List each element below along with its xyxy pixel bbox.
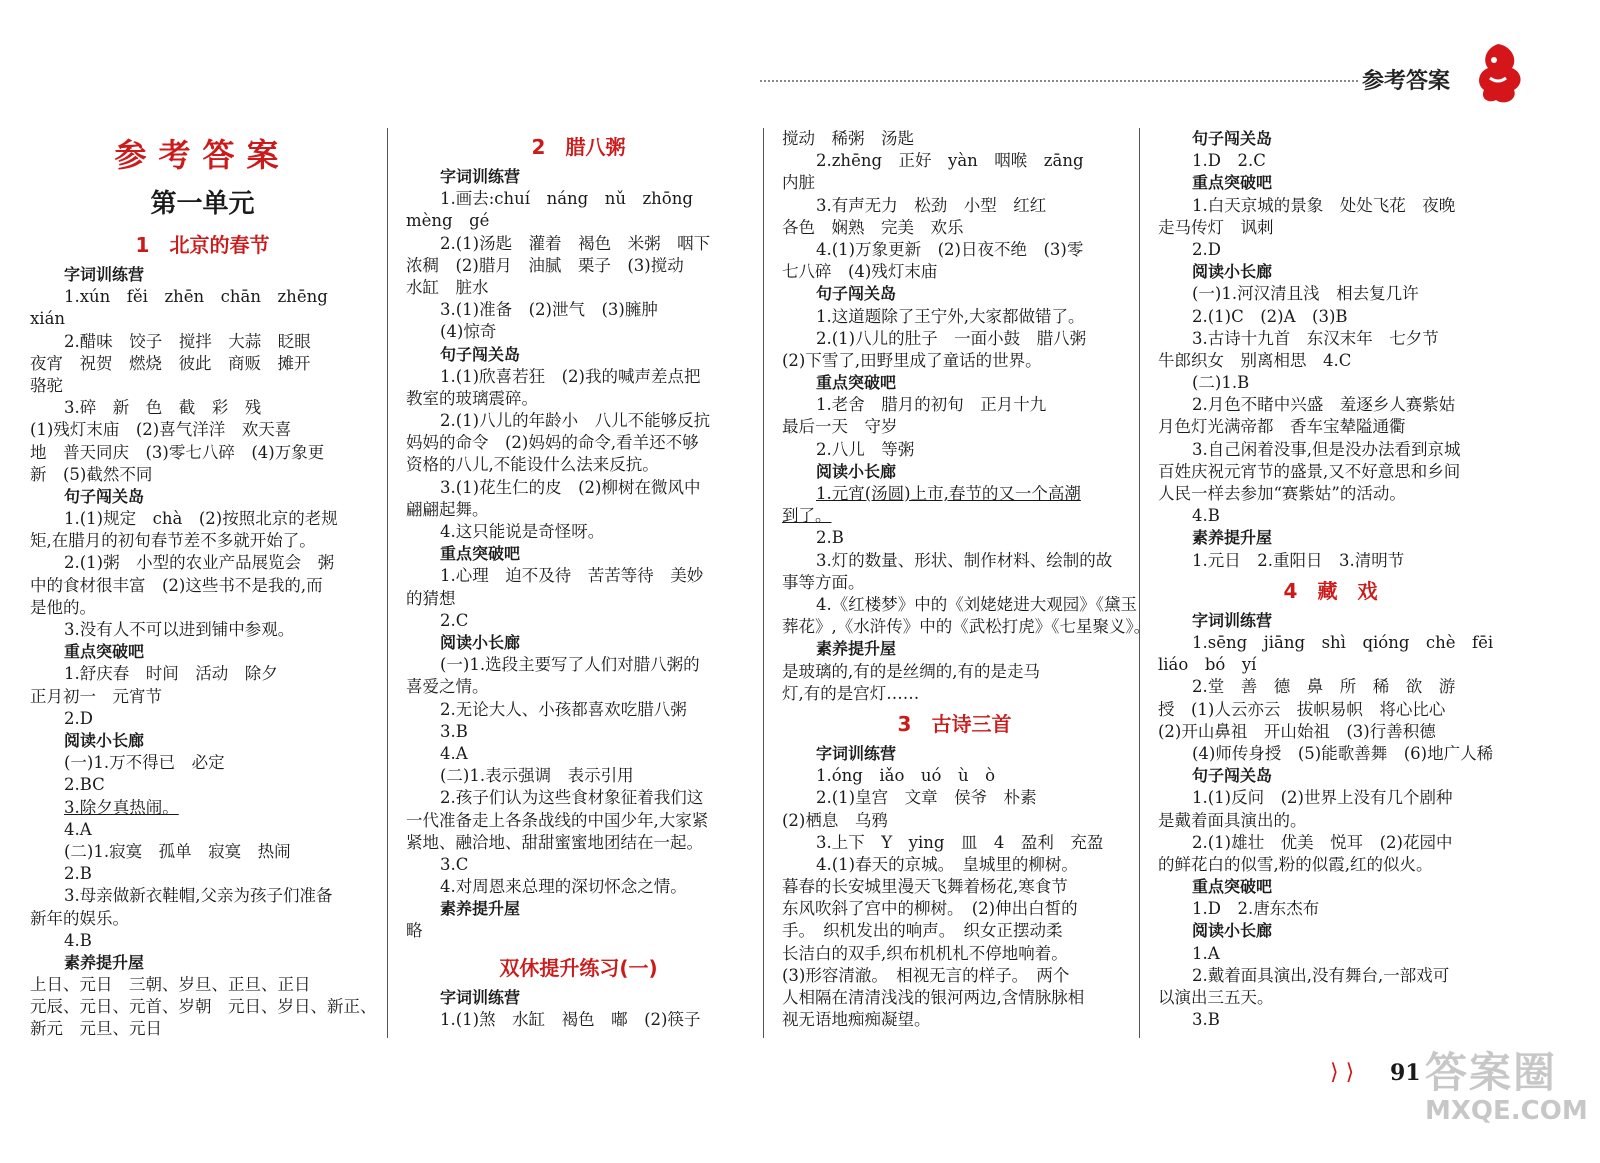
answer-line: 1.D 2.C [1192, 151, 1266, 171]
answer-line: 暮春的长安城里漫天飞舞着杨花,寒食节 [782, 877, 1068, 897]
header-title: 参考答案 [1362, 69, 1451, 94]
answer-line: 2.B [816, 528, 844, 548]
answer-line: 浓稠 (2)腊月 油腻 栗子 (3)搅动 [406, 255, 684, 275]
answer-line: 东风吹斜了宫中的柳树。 (2)伸出白皙的 [782, 899, 1078, 919]
answer-line: 3.C [440, 854, 469, 874]
answer-line: 地 普天同庆 (3)零七八碎 (4)万象更 [30, 442, 325, 462]
answer-line: 3.B [440, 721, 468, 741]
answer-line: (一)1.选段主要写了人们对腊八粥的 [440, 655, 700, 675]
answer-line: 翩翩起舞。 [406, 499, 489, 519]
answer-line: 2.戴着面具演出,没有舞台,一部戏可 [1192, 965, 1450, 985]
answer-line: 人民一样去参加“赛紫姑”的活动。 [1158, 484, 1406, 504]
answer-line: 4.对周恩来总理的深切怀念之情。 [440, 877, 687, 897]
answer-line: 3.碎 新 色 截 彩 残 [64, 398, 262, 418]
answer-line: 内脏 [782, 173, 815, 193]
section-heading: 字词训练营 [1192, 610, 1273, 630]
page-title: 参考答案 [114, 136, 291, 174]
answer-line: 3.(1)花生仁的皮 (2)柳树在微风中 [440, 477, 701, 497]
answer-line: 是玻璃的,有的是丝绸的,有的是走马 [782, 661, 1040, 681]
answer-line: 百姓庆祝元宵节的盛景,又不好意思和乡间 [1158, 461, 1461, 481]
section-heading: 素养提升屋 [816, 639, 897, 659]
answer-line: 1.A [1192, 943, 1220, 963]
answer-line: 2.孩子们认为这些食材象征着我们这 [440, 788, 704, 808]
answer-line: 新年的娱乐。 [30, 908, 129, 928]
answer-line: 灯,有的是宫灯…… [782, 683, 920, 703]
answer-line: 以演出三五天。 [1158, 988, 1274, 1008]
answer-line: 1.(1)欣喜若狂 (2)我的喊声差点把 [440, 366, 701, 386]
answer-line: (2)下雪了,田野里成了童话的世界。 [782, 350, 1042, 370]
section-heading: 句子闯关岛 [440, 344, 521, 364]
answer-line: 2.D [1192, 239, 1221, 259]
answer-line: 2.D [64, 708, 93, 728]
practice-title: 双休提升练习(一) [499, 955, 658, 980]
answer-line: 授 (1)人云亦云 拔帜易帜 将心比心 [1158, 699, 1446, 719]
answer-line: 是他的。 [30, 597, 96, 617]
answer-line: 2.(1)八儿的年龄小 八儿不能够反抗 [440, 411, 711, 431]
answer-line: 2.C [440, 610, 469, 630]
answer-line: 的鲜花白的似雪,粉的似霞,红的似火。 [1158, 854, 1433, 874]
section-heading: 字词训练营 [64, 265, 145, 284]
answer-line: 1.óng iǎo uó ù ò [816, 766, 996, 786]
lesson-title: 2 腊八粥 [531, 135, 626, 159]
answer-line: 新元 元旦、元日 [30, 1019, 162, 1039]
section-heading: 重点突破吧 [440, 544, 521, 564]
answer-line: 1.sēng jiāng shì qióng chè fēi [1192, 633, 1494, 653]
answer-line: 2.月色不睹中兴盛 羞逐乡人赛紫姑 [1192, 395, 1456, 415]
answer-line: 最后一天 守岁 [782, 417, 898, 437]
answer-line: 4.这只能说是奇怪呀。 [440, 522, 605, 542]
answer-line: 元辰、元日、元首、岁朝 元日、岁日、新正、 [30, 997, 377, 1017]
answer-line: 1.(1)反问 (2)世界上没有几个剧种 [1192, 788, 1453, 808]
answer-line: 4.A [64, 819, 92, 839]
section-heading: 句子闯关岛 [1192, 766, 1273, 786]
answer-line: 4.《红楼梦》中的《刘姥姥进大观园》《黛玉 [816, 594, 1137, 614]
answer-line: 事等方面。 [782, 572, 865, 592]
section-heading: 素养提升屋 [64, 952, 145, 972]
answer-line: (4)惊奇 [440, 322, 497, 342]
section-heading: 阅读小长廊 [1192, 921, 1273, 941]
answer-line: 1.老舍 腊月的初旬 正月十九 [816, 395, 1047, 415]
answer-line: 月色灯光满帝都 香车宝辇隘通衢 [1158, 417, 1406, 437]
answer-line: 妈妈的命令 (2)妈妈的命令,看羊还不够 [406, 433, 699, 453]
answer-line: 1.(1)规定 chà (2)按照北京的老规 [64, 509, 338, 529]
answer-line: 1.画去:chuí náng nǔ zhōng [440, 189, 693, 209]
answer-line: 2.zhēng 正好 yàn 咽喉 zāng [816, 151, 1084, 171]
answer-line: 1.舒庆春 时间 活动 除夕 [64, 664, 278, 684]
answer-line: 3.自己闲着没事,但是没办法看到京城 [1192, 439, 1461, 459]
answer-line: 长洁白的双手,织布机机札不停地响着。 [782, 943, 1068, 963]
answer-line: (2)开山鼻祖 开山始祖 (3)行善积德 [1158, 721, 1436, 741]
answer-line: 1.D 2.唐东杰布 [1192, 899, 1320, 919]
answer-line: 资格的八儿,不能设什么法来反抗。 [406, 455, 659, 475]
column-divider [387, 128, 388, 1038]
answer-line: (二)1.B [1192, 373, 1250, 393]
answer-line: 3.古诗十九首 东汉末年 七夕节 [1192, 328, 1439, 348]
section-heading: 素养提升屋 [1192, 528, 1273, 548]
column-4 [1158, 128, 1503, 1031]
answer-line: 走马传灯 讽刺 [1158, 217, 1274, 237]
answer-line: (一)1.河汉清且浅 相去复几许 [1192, 284, 1419, 304]
answer-line: (2)栖息 乌鸦 [782, 810, 888, 830]
answer-line: 喜爱之情。 [406, 677, 489, 697]
column-3 [782, 128, 1151, 1031]
section-heading: 重点突破吧 [64, 642, 145, 662]
answer-line: 正月初一 元宵节 [30, 686, 162, 706]
column-1 [30, 128, 375, 1041]
answer-line: 1.这道题除了王宁外,大家都做错了。 [816, 306, 1085, 326]
answer-line: 视无语地痴痴凝望。 [782, 1010, 931, 1030]
section-heading: 句子闯关岛 [1192, 129, 1273, 148]
answer-line: 1.(1)煞 水缸 褐色 嘟 (2)筷子 [440, 1009, 701, 1029]
column-2 [406, 128, 751, 1031]
section-heading: 阅读小长廊 [64, 730, 145, 750]
section-heading: 字词训练营 [440, 987, 521, 1007]
answer-line: (3)形容清澈。 相视无言的样子。 两个 [782, 965, 1070, 985]
answer-line: 3.上下 Y ying 皿 4 盈利 充盈 [816, 832, 1104, 852]
answer-line: 教室的玻璃震碎。 [406, 388, 538, 408]
answer-line: 1.元宵(汤圆)上市,春节的又一个高潮 [816, 484, 1081, 504]
answer-line: 1.xún fěi zhēn chān zhēng [64, 287, 328, 307]
answer-line: 人相隔在清清浅浅的银河两边,含情脉脉相 [782, 988, 1085, 1008]
lesson-title: 3 古诗三首 [897, 711, 1012, 736]
answer-line: 的猜想 [406, 588, 456, 608]
answer-line: 上日、元日 三朝、岁旦、正旦、正日 [30, 975, 311, 995]
answer-line: 略 [406, 921, 423, 941]
answer-line: 3.有声无力 松劲 小型 红红 [816, 195, 1047, 215]
page-number: 91 [1390, 1060, 1421, 1086]
answer-line: 七八碎 (4)残灯末庙 [782, 262, 938, 282]
answer-line: 2.(1)八儿的肚子 一面小鼓 腊八粥 [816, 328, 1087, 348]
section-heading: 阅读小长廊 [1192, 262, 1273, 282]
answer-line: 4.B [64, 930, 92, 950]
answer-line: 1.元日 2.重阳日 3.清明节 [1192, 550, 1405, 570]
column-divider [763, 128, 764, 1038]
answer-line: 2.(1)皇宫 文章 侯爷 朴素 [816, 788, 1037, 808]
answer-line: 矩,在腊月的初旬春节差不多就开始了。 [30, 531, 316, 551]
answer-line: 2.BC [64, 775, 105, 795]
answer-line: 2.醋味 饺子 搅拌 大蒜 眨眼 [64, 331, 311, 351]
answer-line: mèng gé [406, 211, 490, 231]
answer-line: (1)残灯末庙 (2)喜气洋洋 欢天喜 [30, 420, 292, 440]
answer-line: (一)1.万不得已 必定 [64, 753, 225, 773]
watermark-logo [1425, 1040, 1590, 1150]
watermark-sub: MXQE.COM [1425, 1096, 1588, 1126]
answer-line: 紧地、融洽地、甜甜蜜蜜地团结在一起。 [406, 832, 703, 852]
answer-line: 3.B [1192, 1010, 1220, 1030]
header-dotted-line [760, 80, 1358, 82]
section-heading: 素养提升屋 [440, 899, 521, 919]
section-heading: 重点突破吧 [1192, 173, 1273, 193]
answer-line: 一代准备走上各条战线的中国少年,大家紧 [406, 810, 709, 830]
lesson-title: 4 藏 戏 [1283, 578, 1378, 603]
page-marks: ⟩ ⟩ [1330, 1060, 1355, 1085]
section-heading: 阅读小长廊 [816, 461, 897, 481]
answer-line: 2.堂 善 德 鼻 所 稀 欲 游 [1192, 677, 1456, 697]
answer-line: 4.A [440, 743, 468, 763]
answer-line: (二)1.表示强调 表示引用 [440, 766, 634, 786]
answer-line: 3.灯的数量、形状、制作材料、绘制的故 [816, 550, 1113, 570]
lesson-title: 1 北京的春节 [135, 233, 270, 257]
answer-line: 中的食材很丰富 (2)这些书不是我的,而 [30, 575, 323, 595]
answer-line: xián [30, 309, 66, 329]
answer-line: 牛郎织女 别离相思 4.C [1158, 350, 1352, 370]
section-heading: 重点突破吧 [816, 373, 897, 393]
answer-line: 骆驼 [30, 375, 63, 395]
answer-line: 2.(1)粥 小型的农业产品展览会 粥 [64, 553, 335, 573]
answer-line: 水缸 脏水 [406, 277, 489, 297]
watermark-main: 答案圈 [1425, 1048, 1558, 1097]
answer-line: 各色 娴熟 完美 欢乐 [782, 217, 964, 237]
answer-line: 2.B [64, 864, 92, 884]
answer-line: 新 (5)截然不同 [30, 464, 153, 484]
answer-line: 1.心理 迫不及待 苦苦等待 美妙 [440, 566, 704, 586]
answer-line: 搅动 稀粥 汤匙 [782, 129, 914, 148]
answer-line: 到了。 [782, 506, 832, 526]
unit-title: 第一单元 [150, 189, 255, 219]
dragon-logo-icon [1468, 38, 1528, 108]
answer-line: 2.(1)雄壮 优美 悦耳 (2)花园中 [1192, 832, 1453, 852]
answer-line: 2.(1)C (2)A (3)B [1192, 306, 1348, 326]
section-heading: 字词训练营 [816, 743, 897, 763]
answer-line: 4.B [1192, 506, 1220, 526]
answer-line: 3.(1)准备 (2)泄气 (3)臃肿 [440, 300, 658, 320]
answer-line: 4.(1)万象更新 (2)日夜不绝 (3)零 [816, 239, 1084, 259]
answer-line: 葬花》,《水浒传》中的《武松打虎》《七星聚义》。 [782, 617, 1151, 637]
answer-line: liáo bó yí [1158, 655, 1257, 675]
answer-line: 是戴着面具演出的。 [1158, 810, 1307, 830]
answer-line: 2.(1)汤匙 灌着 褐色 米粥 咽下 [440, 233, 711, 253]
column-divider [1139, 128, 1140, 1038]
answer-line: 夜宵 祝贺 燃烧 彼此 商贩 摊开 [30, 353, 311, 373]
answer-line: 1.白天京城的景象 处处飞花 夜晚 [1192, 195, 1456, 215]
section-heading: 重点突破吧 [1192, 877, 1273, 897]
section-heading: 阅读小长廊 [440, 632, 521, 652]
answer-line: 4.(1)春天的京城。 皇城里的柳树。 [816, 854, 1078, 874]
section-heading: 字词训练营 [440, 167, 521, 186]
section-heading: 句子闯关岛 [816, 284, 897, 304]
section-heading: 句子闯关岛 [64, 486, 145, 506]
answer-line: 2.八儿 等粥 [816, 439, 915, 459]
answer-line: 3.母亲做新衣鞋帽,父亲为孩子们准备 [64, 886, 333, 906]
answer-line: 3.除夕真热闹。 [64, 797, 179, 817]
answer-line: 2.无论大人、小孩都喜欢吃腊八粥 [440, 699, 687, 719]
answer-line: 3.没有人不可以进到铺中参观。 [64, 620, 295, 640]
answer-line: (4)师传身授 (5)能歌善舞 (6)地广人稀 [1192, 743, 1494, 763]
answer-line: 手。 织机发出的响声。 织女正摆动柔 [782, 921, 1063, 941]
answer-line: (二)1.寂寞 孤单 寂寞 热闹 [64, 841, 291, 861]
